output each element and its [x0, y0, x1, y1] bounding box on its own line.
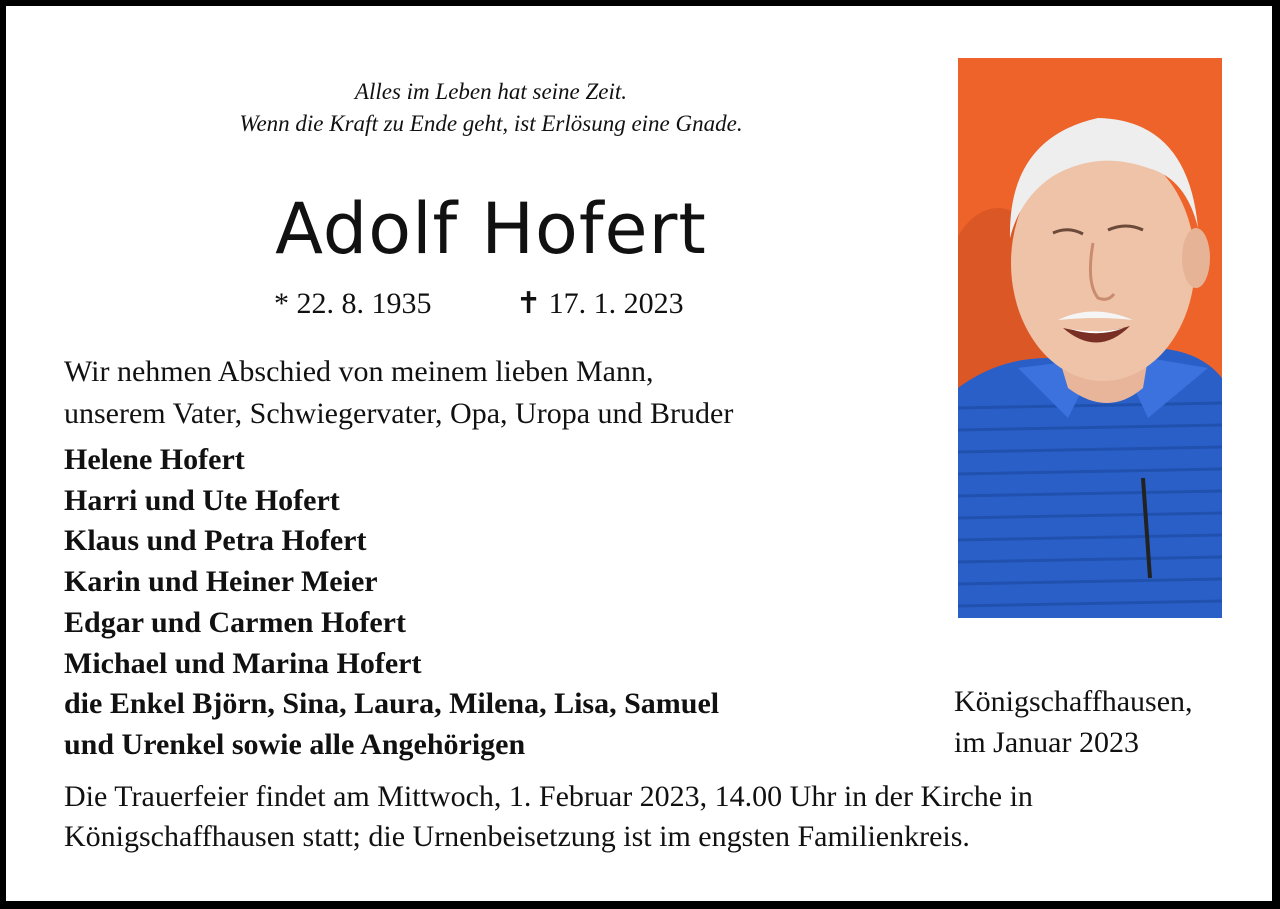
mourner-line: Michael und Marina Hofert: [64, 646, 422, 680]
quote-line-2: Wenn die Kraft zu Ende geht, ist Erlösung eine Gnade.: [239, 111, 743, 136]
portrait-illustration: [958, 58, 1222, 618]
epitaph-quote: [6, 76, 976, 140]
farewell-line-1: Wir nehmen Abschied von meinem lieben Mann,: [64, 355, 654, 388]
farewell-text: [64, 351, 733, 435]
death-date: ✝ 17. 1. 2023: [516, 287, 684, 320]
quote-line-1: Alles im Leben hat seine Zeit.: [354, 79, 628, 104]
mourner-line: und Urenkel sowie alle Angehörigen: [64, 727, 526, 761]
mourner-line: Klaus und Petra Hofert: [64, 524, 367, 558]
funeral-line-2: Königschaffhausen statt; die Urnenbeisetzung ist im engsten Familienkreis.: [64, 820, 970, 853]
obituary-card: [6, 6, 1272, 901]
mourner-line: Edgar und Carmen Hofert: [64, 605, 406, 639]
funeral-details: [64, 777, 1033, 857]
mourners-list: [64, 440, 719, 766]
mourner-line: Harri und Ute Hofert: [64, 483, 340, 517]
birth-date: * 22. 8. 1935: [274, 287, 432, 320]
mourner-line: Karin und Heiner Meier: [64, 565, 378, 599]
place-and-date: [954, 682, 1193, 763]
mourner-line: Helene Hofert: [64, 443, 245, 476]
funeral-line-1: Die Trauerfeier findet am Mittwoch, 1. Februar 2023, 14.00 Uhr in der Kirche in: [64, 780, 1033, 813]
farewell-line-2: unserem Vater, Schwiegervater, Opa, Uropa und Bruder: [64, 397, 734, 430]
portrait-photo: [958, 58, 1222, 618]
mourner-line: die Enkel Björn, Sina, Laura, Milena, Lisa, Samuel: [64, 687, 720, 721]
deceased-name: Adolf Hofert: [275, 188, 707, 270]
place-line: Königschaffhausen,: [954, 685, 1193, 718]
date-line: im Januar 2023: [954, 725, 1139, 759]
